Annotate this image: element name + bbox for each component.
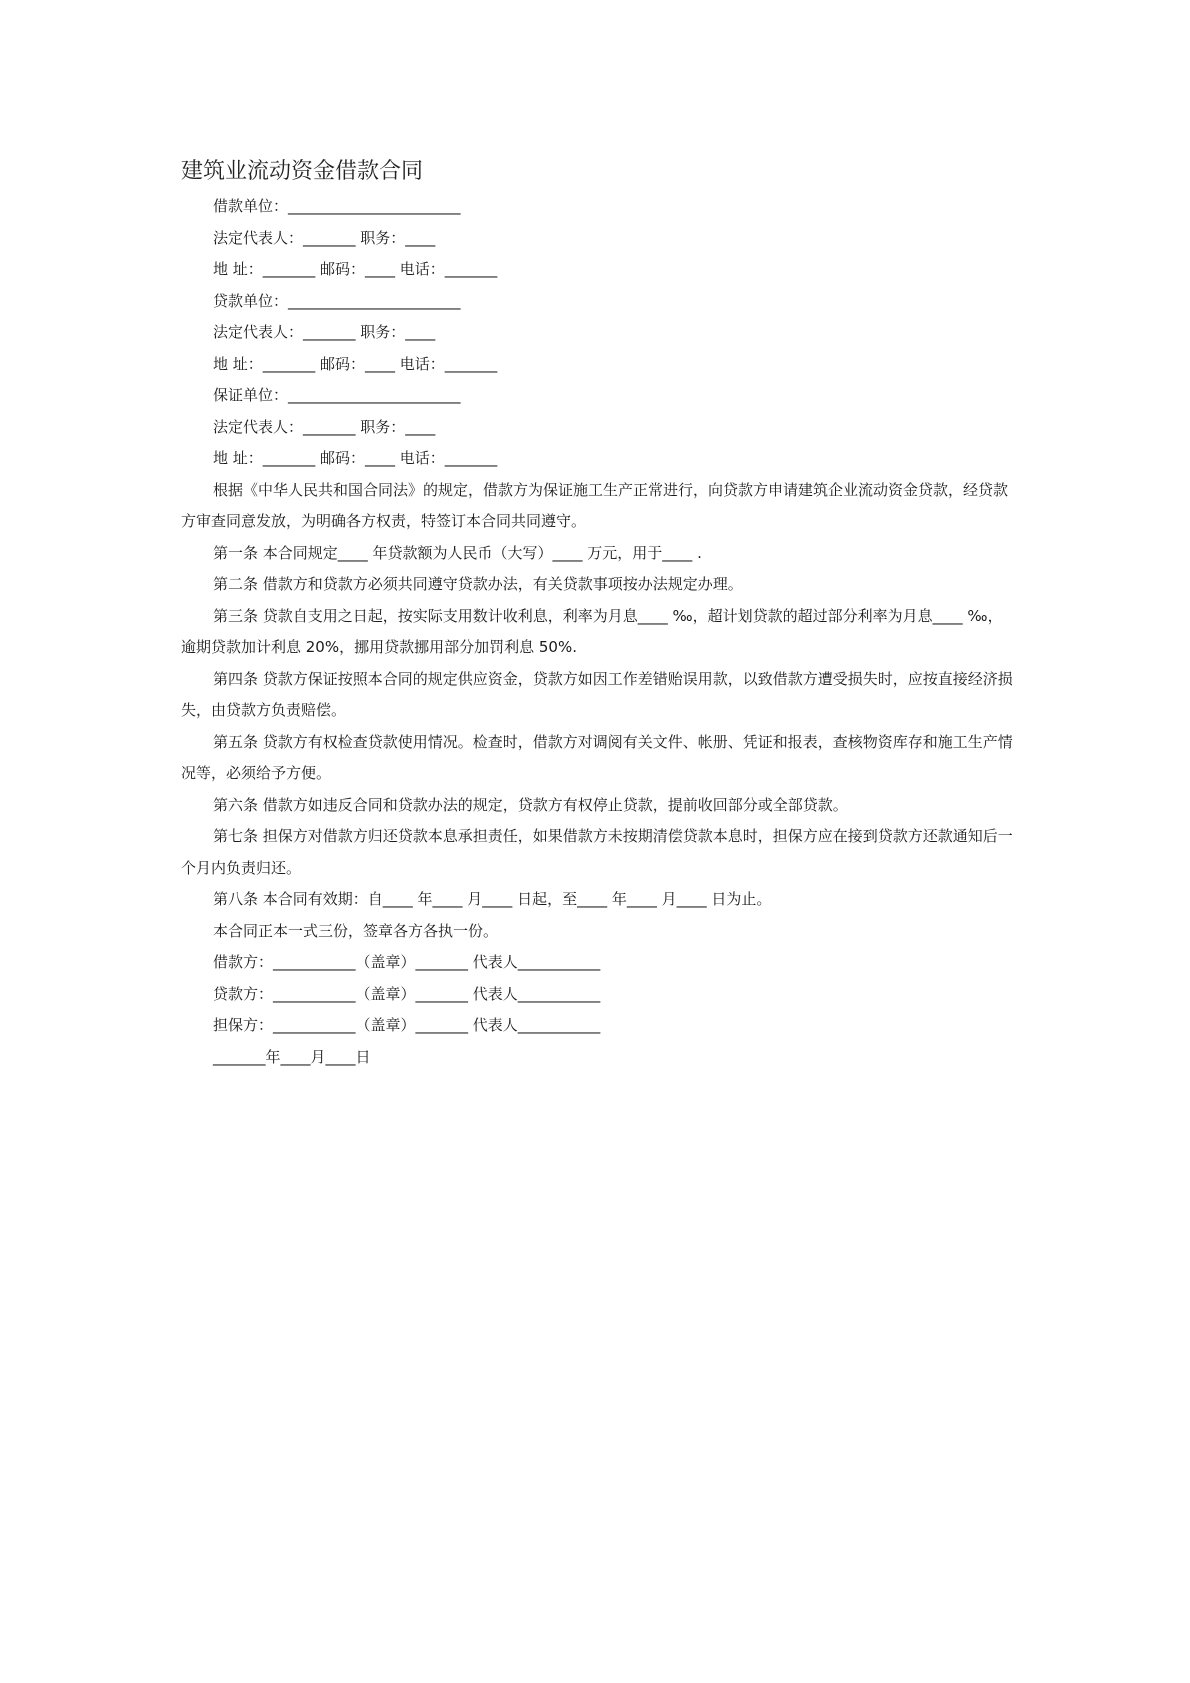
article-7: 第七条 担保方对借款方归还贷款本息承担责任，如果借款方未按期清偿贷款本息时，担保方应在接到贷款方还款通知后一个月内负责归还。	[181, 827, 1013, 877]
document-title: 建筑业流动资金借款合同	[181, 159, 424, 184]
preamble-paragraph: 根据《中华人民共和国合同法》的规定，借款方为保证施工生产正常进行，向贷款方申请建筑企业流动资金贷款，经贷款方审查同意发放，为明确各方权责，特签订本合同共同遵守。	[181, 480, 1009, 530]
guarantor-address-line: 地 址：_______ 邮码：____ 电话：_______	[213, 449, 498, 467]
guarantor-representative-line: 法定代表人：_______ 职务：____	[213, 417, 436, 436]
lender-representative-line: 法定代表人：_______ 职务：____	[213, 323, 436, 341]
borrower-unit-line: 借款单位：_______________________	[213, 197, 461, 215]
borrower-signature-line: 借款方：___________（盖章）_______ 代表人___________	[213, 953, 601, 971]
article-3: 第三条 贷款自支用之日起，按实际支用数计收利息，利率为月息____ ‰，超计划贷款的超过部分利率为月息____ ‰，逾期贷款加计利息 20%，挪用贷款挪用部分加罚利息 50%.	[181, 606, 1003, 656]
article-8: 第八条 本合同有效期：自____ 年____ 月____ 日起，至____ 年____ 月____ 日为止。	[213, 890, 772, 908]
lender-address-line: 地 址：_______ 邮码：____ 电话：_______	[213, 354, 498, 373]
borrower-representative-line: 法定代表人：_______ 职务：____	[213, 228, 436, 247]
lender-unit-line: 贷款单位：_______________________	[213, 291, 461, 310]
guarantor-unit-line: 保证单位：_______________________	[213, 386, 461, 404]
document-body	[181, 157, 1015, 1073]
article-4: 第四条 贷款方保证按照本合同的规定供应资金，贷款方如因工作差错贻误用款，以致借款方遭受损失时，应按直接经济损失，由贷款方负责赔偿。	[181, 669, 1013, 719]
signing-date-line: _______年____月____日	[213, 1047, 371, 1066]
article-2: 第二条 借款方和贷款方必须共同遵守贷款办法，有关贷款事项按办法规定办理。	[213, 575, 743, 593]
lender-signature-line: 贷款方：___________（盖章）_______ 代表人___________	[213, 984, 601, 1003]
article-6: 第六条 借款方如违反合同和贷款办法的规定，贷款方有权停止贷款，提前收回部分或全部贷款。	[213, 795, 848, 814]
copies-clause: 本合同正本一式三份，签章各方各执一份。	[213, 921, 499, 940]
borrower-address-line: 地 址：_______ 邮码：____ 电话：_______	[213, 260, 498, 278]
article-1: 第一条 本合同规定____ 年贷款额为人民币（大写）____ 万元，用于____ .	[213, 543, 702, 562]
guarantor-signature-line: 担保方：___________（盖章）_______ 代表人___________	[213, 1016, 601, 1034]
article-5: 第五条 贷款方有权检查贷款使用情况。检查时，借款方对调阅有关文件、帐册、凭证和报表，查核物资库存和施工生产情况等，必须给予方便。	[181, 732, 1013, 782]
